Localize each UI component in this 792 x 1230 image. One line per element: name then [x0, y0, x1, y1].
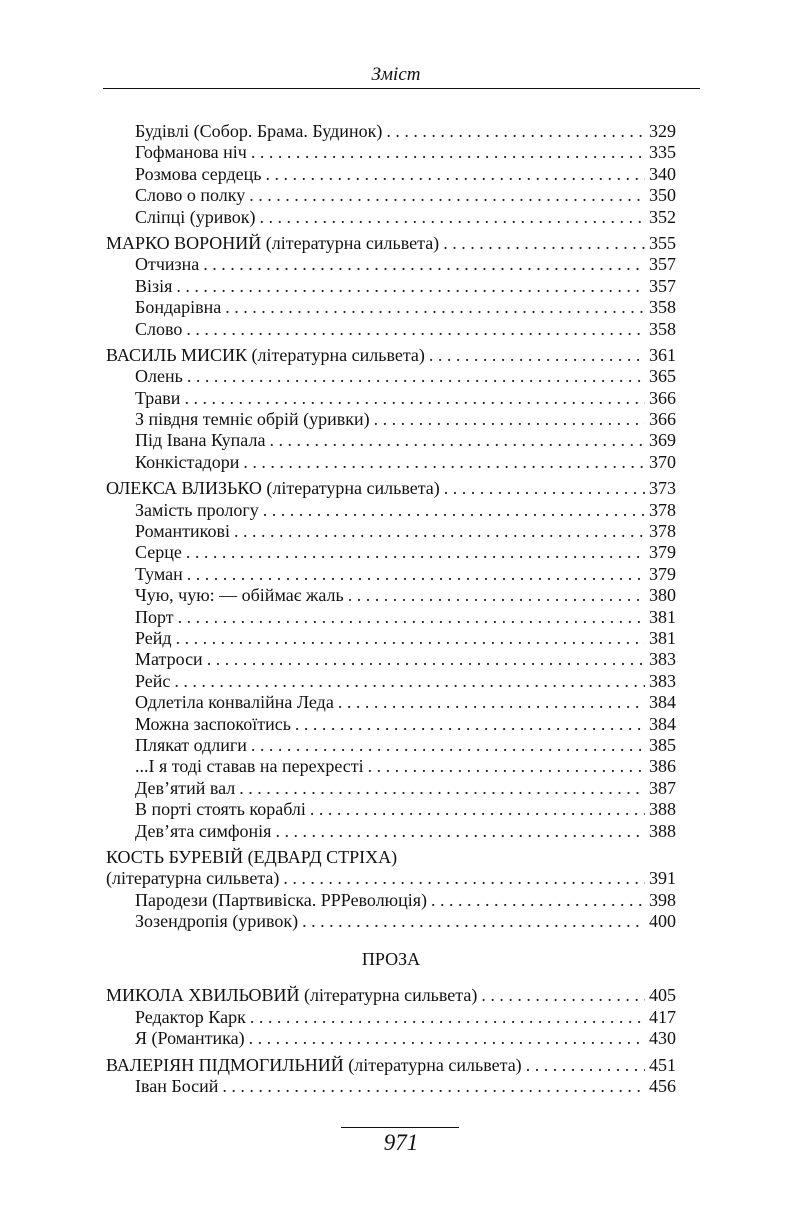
toc-entry-page: 335: [649, 142, 676, 163]
toc-author-entry: [106, 345, 676, 366]
toc-entry-page: 352: [649, 206, 676, 227]
dot-leader: [249, 1028, 645, 1049]
dot-leader: [275, 821, 645, 842]
toc-entry-title: Пародези (Партвивіска. РРРеволюція): [135, 889, 428, 910]
toc-author-entry: [106, 985, 676, 1006]
toc-entry: [106, 430, 676, 451]
toc-entry-page: 388: [649, 799, 676, 820]
toc-entry-title: Візія: [135, 275, 173, 296]
toc-entry-title: Рейс: [135, 670, 171, 691]
toc-entry-page: 398: [649, 889, 676, 910]
toc-entry: [106, 1028, 676, 1049]
toc-entry: [106, 121, 676, 142]
toc-entry-page: 400: [649, 911, 676, 932]
toc-entry-title: Порт: [135, 606, 174, 627]
toc-entry: [106, 564, 676, 585]
toc-author-entry: [106, 478, 676, 499]
dot-leader: [260, 207, 646, 228]
toc-entry-title: ...І я тоді ставав на перехресті: [135, 756, 364, 777]
toc-entry-title: Романтикові: [135, 521, 230, 542]
dot-leader: [348, 585, 645, 606]
dot-leader: [269, 430, 645, 451]
table-of-contents: [106, 121, 676, 1097]
toc-entry-page: 384: [649, 692, 676, 713]
toc-entry-page: 365: [649, 366, 676, 387]
dot-leader: [266, 164, 645, 185]
toc-entry-page: 379: [649, 542, 676, 563]
dot-leader: [176, 276, 645, 297]
toc-entry: [106, 692, 676, 713]
toc-entry: [106, 799, 676, 820]
dot-leader: [310, 799, 645, 820]
toc-entry-page: 378: [649, 499, 676, 520]
toc-entry-page: 388: [649, 820, 676, 841]
toc-author-page: 373: [649, 478, 676, 499]
toc-entry: [106, 185, 676, 206]
toc-entry: [106, 607, 676, 628]
toc-entry: [106, 388, 676, 409]
toc-entry-title: Отчизна: [135, 254, 200, 275]
toc-entry: [106, 542, 676, 563]
toc-entry: [106, 452, 676, 473]
toc-entry-title: В порті стоять кораблі: [135, 799, 306, 820]
toc-entry-title: Редактор Карк: [135, 1006, 246, 1027]
dot-leader: [225, 297, 645, 318]
dot-leader: [295, 714, 645, 735]
toc-author-page: 405: [649, 985, 676, 1006]
toc-entry-page: 385: [649, 734, 676, 755]
toc-author-page: 391: [649, 868, 676, 889]
dot-leader: [443, 233, 645, 254]
toc-entry-title: Рейд: [135, 627, 172, 648]
dot-leader: [203, 254, 645, 275]
toc-entry-page: 430: [649, 1028, 676, 1049]
toc-entry-title: Гофманова ніч: [135, 142, 247, 163]
toc-entry-page: 383: [649, 649, 676, 670]
dot-leader: [250, 1007, 645, 1028]
toc-entry-title: Трави: [135, 387, 181, 408]
toc-entry: [106, 1007, 676, 1028]
toc-author-page: 451: [649, 1054, 676, 1075]
dot-leader: [234, 521, 645, 542]
dot-leader: [338, 692, 645, 713]
section-heading-prose: ПРОЗА: [361, 949, 421, 970]
toc-entry-page: 386: [649, 756, 676, 777]
dot-leader: [431, 890, 645, 911]
toc-entry-title: Будівлі (Собор. Брама. Будинок): [135, 121, 383, 141]
toc-entry: [106, 585, 676, 606]
dot-leader: [444, 478, 645, 499]
toc-author-title: МИКОЛА ХВИЛЬОВИЙ (літературна сильвета): [106, 985, 478, 1006]
toc-entry-page: 381: [649, 606, 676, 627]
toc-author-title: МАРКО ВОРОНИЙ (літературна сильвета): [106, 232, 440, 253]
toc-entry-page: 329: [649, 121, 676, 141]
toc-entry-page: 378: [649, 521, 676, 542]
toc-entry-page: 417: [649, 1006, 676, 1027]
dot-leader: [207, 649, 645, 670]
toc-entry-page: 358: [649, 297, 676, 318]
toc-entry-page: 357: [649, 275, 676, 296]
toc-entry-title: Слово о полку: [135, 185, 246, 206]
dot-leader: [251, 142, 645, 163]
toc-entry-page: 380: [649, 585, 676, 606]
toc-entry: [106, 649, 676, 670]
toc-author-title: ВАЛЕРІЯН ПІДМОГИЛЬНИЙ (літературна сильвета): [106, 1054, 522, 1075]
toc-entry: [106, 319, 676, 340]
dot-leader: [429, 345, 645, 366]
toc-author-title: ОЛЕКСА ВЛИЗЬКО (літературна сильвета): [106, 478, 440, 499]
toc-entry-page: 366: [649, 387, 676, 408]
page-number: 971: [383, 1130, 419, 1155]
toc-entry-page: 366: [649, 409, 676, 430]
toc-author-title: КОСТЬ БУРЕВІЙ (ЕДВАРД СТРІХА): [106, 846, 398, 867]
toc-entry-title: Сліпці (уривок): [135, 206, 256, 227]
toc-entry: [106, 254, 676, 275]
dot-leader: [283, 868, 645, 889]
toc-author-entry: [106, 847, 676, 868]
toc-entry: [106, 756, 676, 777]
toc-entry: [106, 500, 676, 521]
toc-entry: [106, 911, 676, 932]
toc-entry-title: Дев’ята симфонія: [135, 820, 272, 841]
dot-leader: [243, 452, 645, 473]
toc-entry: [106, 521, 676, 542]
header-rule: [103, 88, 700, 89]
dot-leader: [187, 366, 645, 387]
footer-rule: [341, 1127, 459, 1128]
toc-entry: [106, 890, 676, 911]
toc-entry-page: 383: [649, 670, 676, 691]
dot-leader: [184, 388, 645, 409]
dot-leader: [176, 628, 645, 649]
dot-leader: [302, 911, 645, 932]
toc-entry: [106, 671, 676, 692]
toc-author-page: 361: [649, 344, 676, 365]
toc-entry-page: 358: [649, 318, 676, 339]
toc-entry-title: Слово: [135, 318, 183, 339]
dot-leader: [251, 735, 645, 756]
dot-leader: [178, 607, 645, 628]
toc-entry-title: Серце: [135, 542, 182, 563]
dot-leader: [526, 1055, 645, 1076]
toc-entry: [106, 207, 676, 228]
toc-author-entry: [106, 1055, 676, 1076]
toc-entry-page: 350: [649, 185, 676, 206]
dot-leader: [263, 500, 645, 521]
toc-entry-title: Одлетіла конвалійна Леда: [135, 692, 334, 713]
toc-entry-title: Плякат одлиги: [135, 734, 247, 755]
toc-entry-title: Замість прологу: [135, 499, 259, 520]
toc-entry: [106, 142, 676, 163]
toc-author-title: ВАСИЛЬ МИСИК (літературна сильвета): [106, 344, 425, 365]
toc-entry-page: 369: [649, 430, 676, 451]
dot-leader: [368, 756, 645, 777]
toc-entry-page: 379: [649, 563, 676, 584]
dot-leader: [186, 319, 645, 340]
toc-entry: [106, 409, 676, 430]
toc-entry: [106, 164, 676, 185]
toc-entry: [106, 276, 676, 297]
toc-author-page: 355: [649, 232, 676, 253]
toc-entry-title: Конкістадори: [135, 451, 240, 472]
toc-entry-page: 387: [649, 777, 676, 798]
toc-entry-title: Я (Романтика): [135, 1028, 245, 1049]
toc-entry-title: Туман: [135, 563, 183, 584]
toc-entry-title: Можна заспокоїтись: [135, 713, 291, 734]
toc-entry: [106, 735, 676, 756]
dot-leader: [186, 542, 645, 563]
toc-entry-title: Зозендропія (уривок): [135, 911, 299, 932]
toc-entry-page: 340: [649, 163, 676, 184]
running-header-title: Зміст: [371, 64, 421, 85]
dot-leader: [386, 121, 645, 142]
toc-entry-page: 384: [649, 713, 676, 734]
toc-entry-title: Бондарівна: [135, 297, 222, 318]
toc-entry-title: Під Івана Купала: [135, 430, 266, 451]
toc-entry-title: Іван Босий: [135, 1076, 219, 1097]
toc-entry-title: Матроси: [135, 649, 203, 670]
toc-entry-title: Дев’ятий вал: [135, 777, 236, 798]
toc-entry-page: 456: [649, 1076, 676, 1097]
toc-entry: [106, 778, 676, 799]
dot-leader: [174, 671, 645, 692]
toc-entry-title: Розмова сердець: [135, 163, 262, 184]
dot-leader: [222, 1076, 645, 1097]
toc-entry: [106, 628, 676, 649]
dot-leader: [374, 409, 645, 430]
dot-leader: [481, 985, 645, 1006]
toc-entry-page: 381: [649, 627, 676, 648]
toc-entry: [106, 1076, 676, 1097]
dot-leader: [249, 185, 645, 206]
toc-entry-page: 357: [649, 254, 676, 275]
toc-entry: [106, 821, 676, 842]
toc-entry-title: З півдня темніє обрій (уривки): [135, 409, 370, 430]
toc-entry-title: Олень: [135, 366, 183, 387]
toc-entry: [106, 714, 676, 735]
dot-leader: [239, 778, 645, 799]
toc-author-entry-continued: [106, 868, 676, 889]
toc-entry-page: 370: [649, 451, 676, 472]
toc-entry: [106, 366, 676, 387]
toc-author-subtitle: (літературна сильвета): [106, 868, 280, 889]
toc-author-entry: [106, 233, 676, 254]
dot-leader: [187, 564, 645, 585]
toc-entry: [106, 297, 676, 318]
toc-entry-title: Чую, чую: — обіймає жаль: [135, 585, 344, 606]
